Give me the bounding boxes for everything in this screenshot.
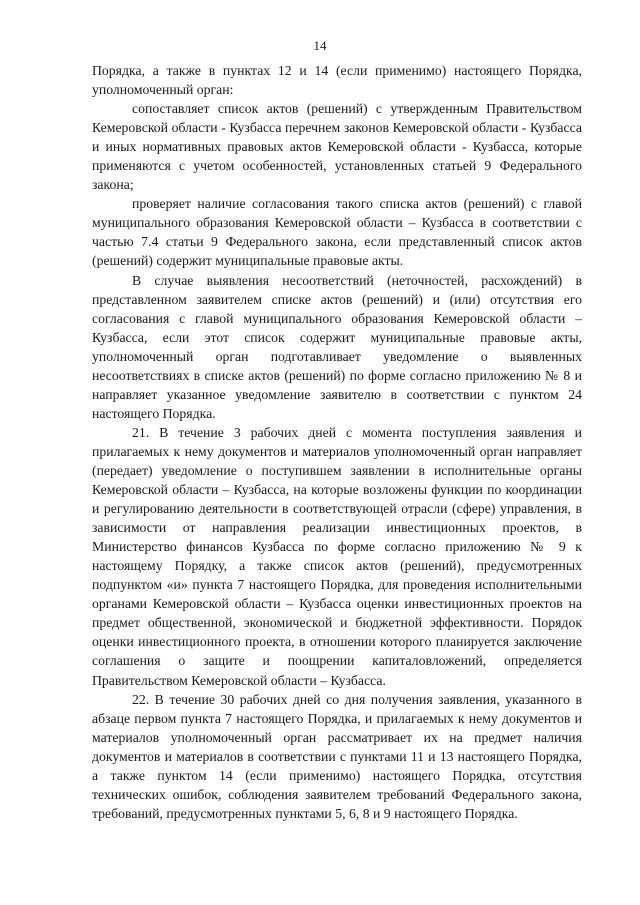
paragraph-discrepancies: В случае выявления несоответствий (неточностей, расхождений) в представленном заявителем списке актов (решений) и (или) отсутствия его согласования с главой муниципального образования Кемеровской области – Кузбасса, если этот список содержит муниципальные правовые акты, уполномоченный орган подготавливает уведомление о выявленных несоответствиях в списке актов (решений) по форме согласно приложению № 8 и направляет указанное уведомление заявителю в соответствии с пунктом 24 настоящего Порядка. [92,272,582,421]
paragraph-check-approval: проверяет наличие согласования такого списка актов (решений) с главой муниципального образования Кемеровской области – Кузбасса в соответствии с частью 7.4 статьи 9 Федерального закона, если представленный список актов (решений) содержит муниципальные правовые акты. [92,196,582,269]
paragraph-clause-21: 21. В течение 3 рабочих дней с момента поступления заявления и прилагаемых к нему документов и материалов уполномоченный орган направляет (передает) уведомление о поступившем заявлении в исполнительные органы Кемеровской области – Кузбасса, на которые возложены функции по координации и регулированию деятельности в соответствующей отрасли (сфере) управления, в зависимости от направления реализации инвестиционных проектов, в Министерство финансов Кузбасса по форме согласно приложению № 9 к настоящему Порядку, а также список актов (решений), предусмотренных подпунктом «и» пункта 7 настоящего Порядка, для проведения исполнительными органами Кемеровской области – Кузбасса оценки инвестиционных проектов на предмет общественной, экономической и бюджетной эффективности. Порядок оценки инвестиционного проекта, в отношении которого планируется заключение соглашения о защите и поощрении капиталовложений, определяется Правительством Кемеровской области – Кузбасса. [92,424,582,688]
paragraph-compare-list: сопоставляет список актов (решений) с утвержденным Правительством Кемеровской области - Кузбасса перечнем законов Кемеровской области - Кузбасса и иных нормативных правовых актов Кемеровской области - Кузбасса, которые применяются с учетом особенностей, установленных статьей 9 Федерального закона; [92,101,582,193]
document-body [92,61,582,823]
page-number: 14 [313,38,327,53]
paragraph-continuation: Порядка, а также в пунктах 12 и 14 (если применимо) настоящего Порядка, уполномоченный орган: [92,63,582,98]
paragraph-clause-22: 22. В течение 30 рабочих дней со дня получения заявления, указанного в абзаце первом пункта 7 настоящего Порядка, и прилагаемых к нему документов и материалов уполномоченный орган рассматривает их на предмет наличия документов и материалов в соответствии с пунктами 11 и 13 настоящего Порядка, а также пунктом 14 (если применимо) настоящего Порядка, отсутствия технических ошибок, соблюдения заявителем требований Федерального закона, требований, предусмотренных пунктами 5, 6, 8 и 9 настоящего Порядка. [92,691,582,821]
